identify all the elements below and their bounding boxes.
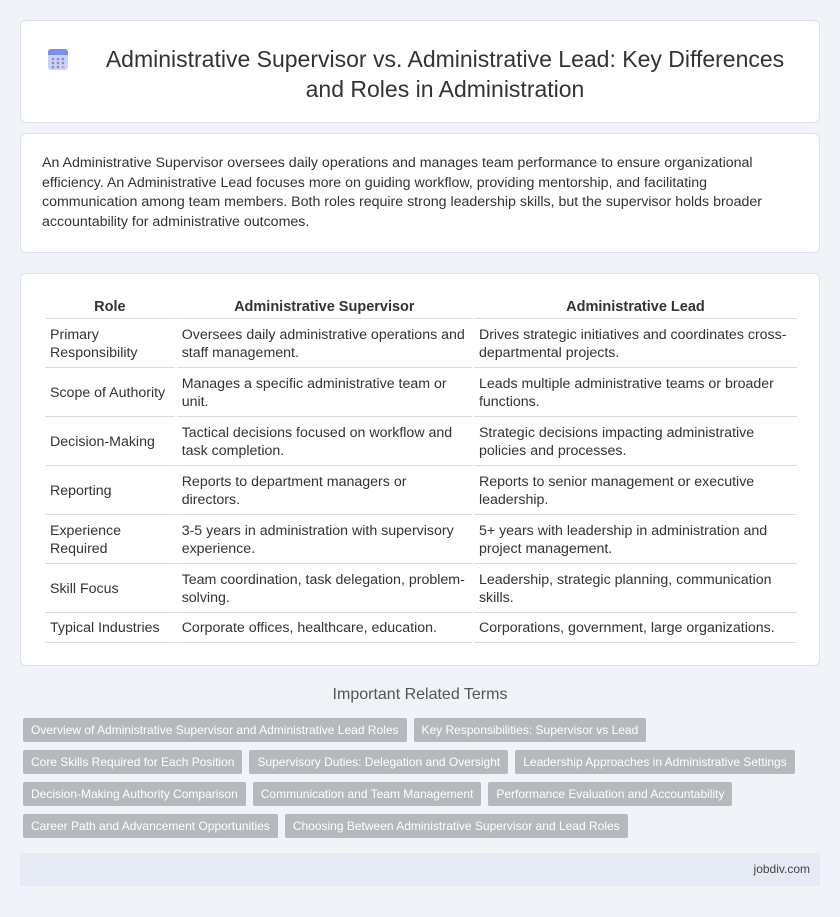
- table-header-row: [45, 294, 797, 319]
- intro-card: [20, 133, 820, 253]
- lead-cell: Leads multiple administrative teams or broader functions.: [474, 368, 797, 417]
- comparison-table: [43, 294, 799, 643]
- related-term-tag[interactable]: Career Path and Advancement Opportunities: [23, 814, 278, 838]
- lead-cell: Corporations, government, large organizations.: [474, 613, 797, 643]
- table-row: [45, 564, 797, 613]
- table-row: [45, 515, 797, 564]
- related-term-tag[interactable]: Performance Evaluation and Accountability: [488, 782, 732, 806]
- row-label: Reporting: [45, 466, 175, 515]
- row-label: Scope of Authority: [45, 368, 175, 417]
- related-term-tag[interactable]: Leadership Approaches in Administrative Settings: [515, 750, 795, 774]
- related-term-tag[interactable]: Overview of Administrative Supervisor and Administrative Lead Roles: [23, 718, 407, 742]
- header-supervisor: Administrative Supervisor: [177, 294, 472, 319]
- supervisor-cell: Team coordination, task delegation, problem-solving.: [177, 564, 472, 613]
- related-term-tag[interactable]: Core Skills Required for Each Position: [23, 750, 242, 774]
- comparison-table-card: [20, 273, 820, 666]
- supervisor-cell: Corporate offices, healthcare, education.: [177, 613, 472, 643]
- table-row: [45, 368, 797, 417]
- row-label: Experience Required: [45, 515, 175, 564]
- related-term-tag[interactable]: Communication and Team Management: [253, 782, 482, 806]
- table-row: [45, 466, 797, 515]
- table-row: [45, 417, 797, 466]
- footer-site-link[interactable]: jobdiv.com: [753, 862, 810, 876]
- supervisor-cell: Oversees daily administrative operations and staff management.: [177, 319, 472, 368]
- page-title: Administrative Supervisor vs. Administrative Lead: Key Differences and Roles in Administration: [105, 46, 785, 102]
- table-row: [45, 319, 797, 368]
- header-role: Role: [45, 294, 175, 319]
- lead-cell: Reports to senior management or executive leadership.: [474, 466, 797, 515]
- related-term-tag[interactable]: Key Responsibilities: Supervisor vs Lead: [414, 718, 647, 742]
- title-card: [20, 20, 820, 123]
- lead-cell: 5+ years with leadership in administration and project management.: [474, 515, 797, 564]
- lead-cell: Strategic decisions impacting administrative policies and processes.: [474, 417, 797, 466]
- related-terms-heading: Important Related Terms: [332, 686, 508, 703]
- related-term-tag[interactable]: Decision-Making Authority Comparison: [23, 782, 246, 806]
- row-label: Typical Industries: [45, 613, 175, 643]
- supervisor-cell: 3-5 years in administration with supervisory experience.: [177, 515, 472, 564]
- related-term-tag[interactable]: Supervisory Duties: Delegation and Oversight: [249, 750, 508, 774]
- lead-cell: Leadership, strategic planning, communication skills.: [474, 564, 797, 613]
- intro-paragraph: An Administrative Supervisor oversees daily operations and manages team performance to ensure organizational efficiency. An Administrative Lead focuses more on guiding workflow, providing mentorship, and facilitating communication among team members. Both roles require strong leadership skills, but the supervisor holds broader accountability for administrative outcomes.: [42, 155, 762, 230]
- supervisor-cell: Tactical decisions focused on workflow and task completion.: [177, 417, 472, 466]
- table-row: [45, 613, 797, 643]
- supervisor-cell: Reports to department managers or directors.: [177, 466, 472, 515]
- supervisor-cell: Manages a specific administrative team or unit.: [177, 368, 472, 417]
- related-term-tag[interactable]: Choosing Between Administrative Supervisor and Lead Roles: [285, 814, 628, 838]
- header-lead: Administrative Lead: [474, 294, 797, 319]
- footer: [20, 853, 820, 886]
- row-label: Decision-Making: [45, 417, 175, 466]
- row-label: Skill Focus: [45, 564, 175, 613]
- row-label: Primary Responsibility: [45, 319, 175, 368]
- related-terms-list: [23, 718, 823, 838]
- lead-cell: Drives strategic initiatives and coordinates cross-departmental projects.: [474, 319, 797, 368]
- document-icon: [47, 47, 69, 71]
